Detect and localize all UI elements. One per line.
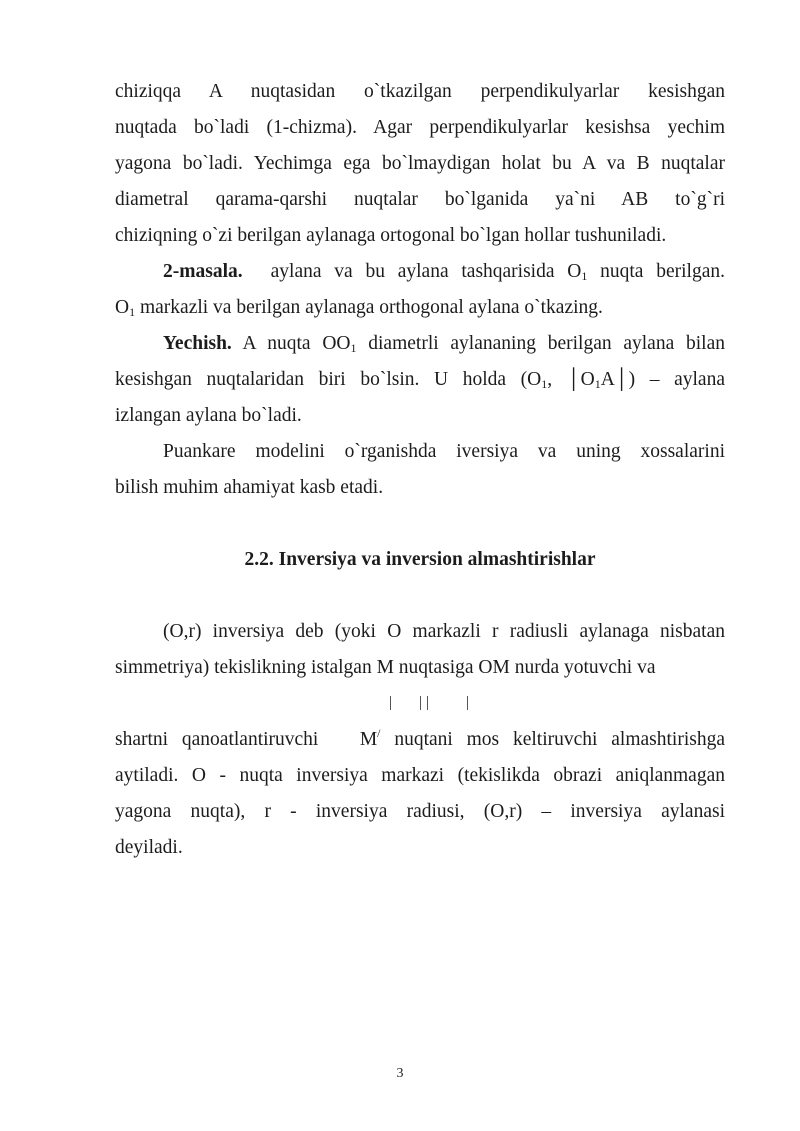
text-line: nuqtada bo`ladi (1-chizma). Agar perpendikulyarlar kesishsa yechim — [115, 117, 725, 138]
formula-bar — [390, 696, 391, 710]
paragraph-4-line-3: yagona nuqta), r - inversiya radiusi, (O,r) – inversiya aylanasi — [115, 801, 725, 822]
text-line: chiziqning o`zi berilgan aylanaga ortogonal bo`lgan hollar tushuniladi. — [115, 225, 667, 246]
formula-bar — [467, 696, 468, 710]
formula-placeholder — [115, 686, 725, 722]
solution-line-3: izlangan aylana bo`ladi. — [115, 405, 302, 426]
paragraph-3: (O,r) inversiya deb (yoki O markazli r radiusli aylanaga nisbatan — [163, 621, 725, 642]
text-line: yagona bo`ladi. Yechimga ega bo`lmaydigan holat bu A va B nuqtalar — [115, 153, 725, 174]
section-heading: 2.2. Inversiya va inversion almashtirishlar — [244, 549, 596, 570]
solution-line-1: Yechish. A nuqta $OO_1$ diametrli aylananing berilgan aylana bilan — [163, 333, 725, 355]
paragraph-2-cont: bilish muhim ahamiyat kasb etadi. — [115, 477, 384, 498]
problem-2-statement: 2-masala. aylana va bu aylana tashqarisida $O_1$ nuqta berilgan. — [163, 261, 725, 283]
formula-bar — [427, 696, 428, 710]
solution-line-2: kesishgan nuqtalaridan biri bo`lsin. U holda ($O_1$, $│O_1A│$) – aylana — [115, 369, 725, 391]
paragraph-4-line-4: deyiladi. — [115, 837, 183, 858]
solution-label: Yechish. — [163, 333, 232, 354]
paragraph-3-cont: simmetriya) tekislikning istalgan M nuqtasiga OM nurda yotuvchi va — [115, 657, 656, 678]
paragraph-2: Puankare modelini o`rganishda iversiya va uning xossalarini — [163, 441, 725, 462]
problem-label: 2-masala. — [163, 261, 243, 282]
paragraph-4-line-2: aytiladi. O - nuqta inversiya markazi (tekislikda obrazi aniqlanmagan — [115, 765, 725, 786]
text-line: diametral qarama-qarshi nuqtalar bo`lganida ya`ni AB to`g`ri — [115, 189, 725, 210]
text-line: chiziqqa A nuqtasidan o`tkazilgan perpendikulyarlar kesishgan — [115, 81, 725, 102]
page-number: 3 — [396, 1066, 404, 1081]
paragraph-4-line-1: shartni qanoatlantiruvchi M/ nuqtani mos keltiruvchi almashtirishga — [115, 726, 725, 750]
formula-bar — [420, 696, 421, 710]
paragraph-1 — [115, 74, 725, 254]
problem-2-statement-cont: $O_1$ markazli va berilgan aylanaga orthogonal aylana o`tkazing. — [115, 297, 603, 319]
document-page — [115, 74, 725, 866]
